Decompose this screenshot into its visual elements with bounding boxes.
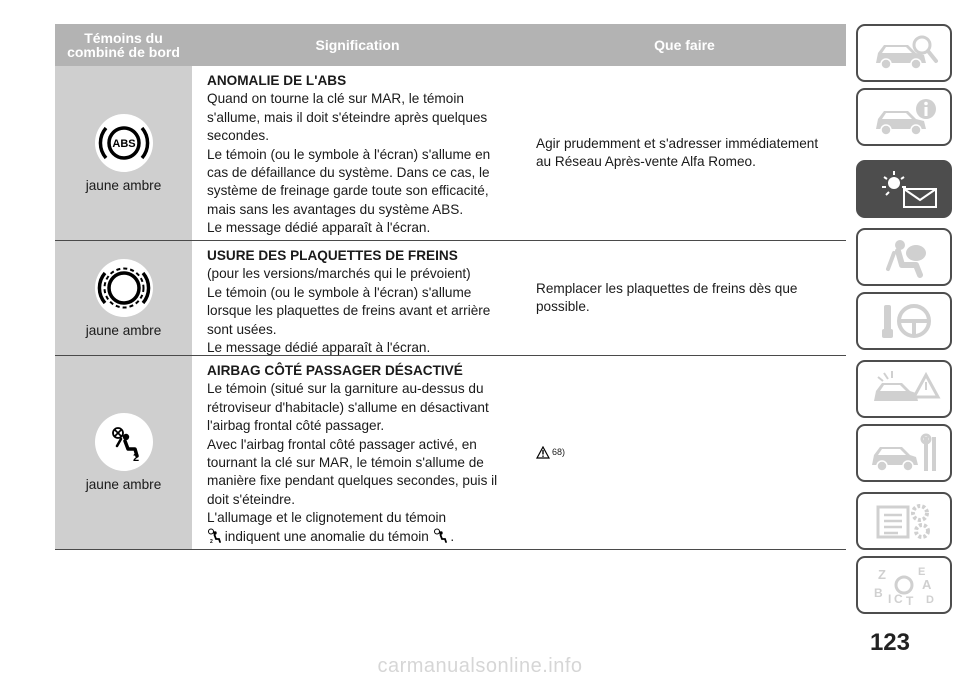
- specs-gears-icon[interactable]: [856, 492, 952, 550]
- alphabet-index-icon[interactable]: [856, 556, 952, 614]
- text-line: Le témoin (ou le symbole à l'écran) s'allume en: [207, 146, 491, 162]
- action-cell: [523, 356, 846, 549]
- key-steering-wheel-icon[interactable]: [856, 292, 952, 350]
- passenger-airbag-off-icon: [95, 413, 153, 471]
- warning-lights-table: [55, 24, 846, 550]
- abs-warning-icon: [95, 114, 153, 172]
- svg-text:A: A: [922, 577, 932, 592]
- note-reference: 68): [552, 447, 566, 458]
- car-search-icon[interactable]: [856, 24, 952, 82]
- svg-text:2: 2: [210, 538, 213, 544]
- table-row: [55, 356, 846, 550]
- text-line: lorsque les plaquettes de freins avant et arrière: [207, 303, 491, 319]
- text-line: sont usées.: [207, 321, 277, 337]
- svg-text:B: B: [874, 586, 883, 600]
- action-cell: [523, 241, 846, 355]
- car-service-tools-icon[interactable]: [856, 424, 952, 482]
- car-info-icon[interactable]: [856, 88, 952, 146]
- brake-pad-wear-icon: [95, 259, 153, 317]
- color-label: jaune ambre: [85, 322, 162, 338]
- text-line: Le témoin (situé sur la garniture au-dessus du: [207, 381, 484, 397]
- text-line: s'allume, mais il doit s'éteindre après quelques: [207, 109, 488, 125]
- svg-text:D: D: [926, 594, 934, 606]
- text-line: L'allumage et le clignotement du témoin: [207, 510, 447, 526]
- car-accident-icon[interactable]: [856, 360, 952, 418]
- indicator-cell: [55, 241, 192, 355]
- warning-triangle-icon: [536, 446, 550, 459]
- meaning-cell: [194, 241, 521, 355]
- indicator-cell: [55, 66, 192, 240]
- table-row: [55, 66, 846, 241]
- airbag-inline-icon: [207, 528, 221, 544]
- action-line: Agir prudemment et s'adresser immédiatement: [536, 135, 819, 151]
- table-header: [55, 24, 846, 66]
- text-line-with-icons: [207, 528, 517, 546]
- text-line: Le message dédié apparaît à l'écran.: [207, 220, 431, 236]
- text-line: Le message dédié apparaît à l'écran.: [207, 340, 431, 356]
- svg-text:I: I: [888, 592, 892, 606]
- text-line-tail: indiquent une anomalie du témoin: [224, 528, 429, 544]
- row-title: ANOMALIE DE L'ABS: [207, 73, 347, 88]
- text-line: doit s'éteindre.: [207, 491, 295, 507]
- color-label: jaune ambre: [85, 177, 162, 193]
- header-meaning: Signification: [315, 37, 400, 53]
- text-line: Le témoin (ou le symbole à l'écran) s'allume: [207, 284, 472, 300]
- airbag-seatbelt-icon[interactable]: [856, 228, 952, 286]
- text-line: Quand on tourne la clé sur MAR, le témoin: [207, 91, 464, 107]
- svg-text:T: T: [906, 594, 914, 607]
- meaning-cell: [194, 66, 521, 240]
- color-label: jaune ambre: [85, 477, 162, 492]
- text-line: secondes.: [207, 128, 269, 144]
- warning-note: [536, 443, 565, 461]
- table-row: [55, 241, 846, 356]
- indicator-cell: [55, 356, 192, 549]
- text-line: l'airbag frontal côté passager.: [207, 418, 385, 434]
- svg-text:Z: Z: [878, 567, 886, 582]
- sentence-end: .: [450, 528, 455, 544]
- abs-icon-text: ABS: [111, 137, 136, 150]
- airbag-icon-text: 2: [132, 452, 139, 464]
- meaning-cell: [194, 356, 521, 549]
- svg-text:C: C: [894, 592, 903, 606]
- text-line: Avec l'airbag frontal côté passager activé, en: [207, 436, 477, 452]
- header-what-to-do: Que faire: [654, 37, 715, 53]
- row-title: USURE DES PLAQUETTES DE FREINS: [207, 248, 458, 263]
- text-line: (pour les versions/marchés qui le prévoient): [207, 266, 471, 282]
- warning-lights-message-icon[interactable]: [856, 160, 952, 218]
- svg-text:E: E: [918, 566, 926, 578]
- row-title: AIRBAG CÔTÉ PASSAGER DÉSACTIVÉ: [207, 363, 463, 378]
- action-line: au Réseau Après-vente Alfa Romeo.: [536, 154, 756, 169]
- text-line: tournant la clé sur MAR, le témoin s'allume de: [207, 455, 484, 471]
- text-line: manière fixe pendant quelques secondes, puis il: [207, 473, 498, 489]
- text-line: rétroviseur d'habitacle) s'allume en désactivant: [207, 399, 489, 415]
- header-indicators: Témoins du combiné de bord: [67, 30, 180, 60]
- watermark: carmanualsonline.info: [377, 655, 583, 677]
- text-line: cas de défaillance du système. Dans ce cas, le: [207, 165, 490, 181]
- action-line: possible.: [536, 299, 590, 314]
- page-number: 123: [869, 629, 910, 656]
- text-line: mais sans les avantages du système ABS.: [207, 201, 464, 217]
- action-line: Remplacer les plaquettes de freins dès que: [536, 280, 798, 296]
- text-line: système de freinage garde toute son efficacité,: [207, 183, 489, 199]
- airbag-inline-icon: [433, 528, 447, 544]
- action-cell: [523, 66, 846, 240]
